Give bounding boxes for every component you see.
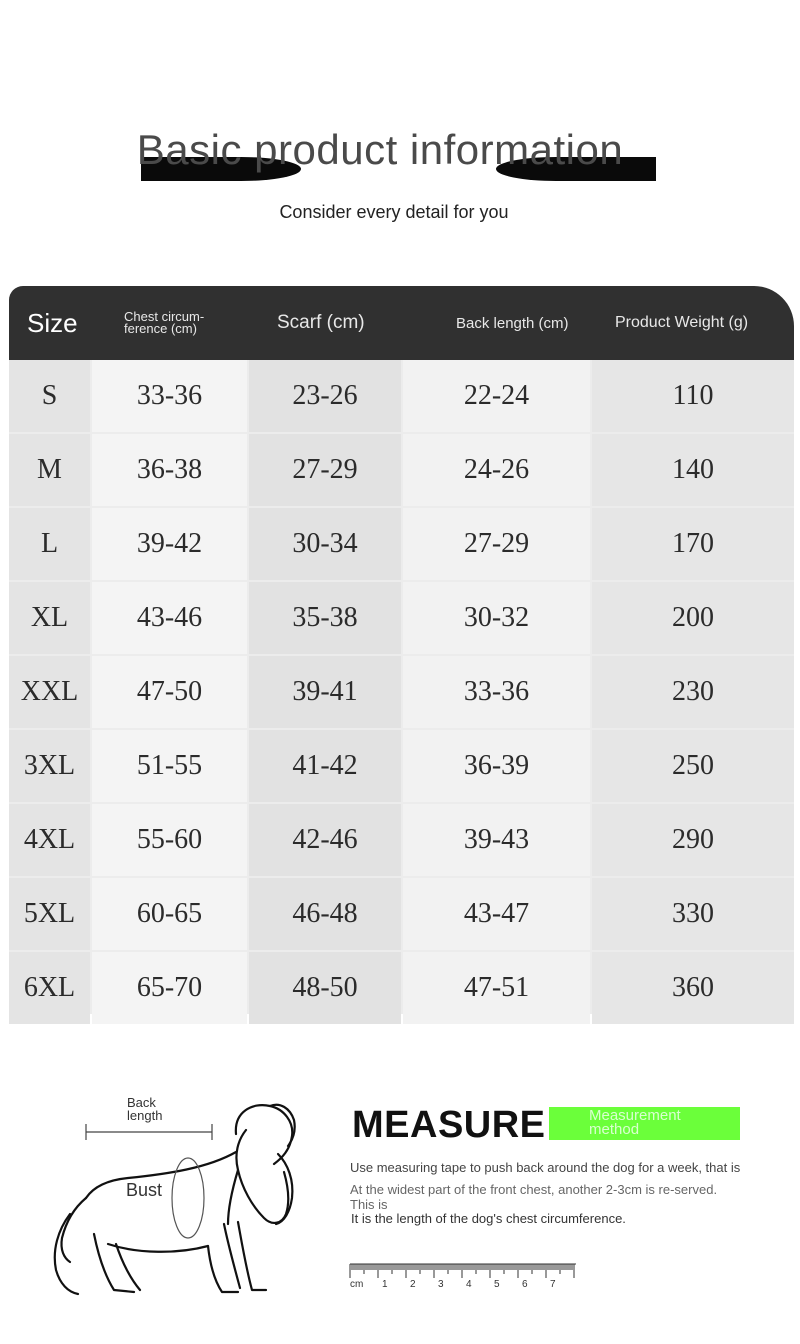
cell-scarf: 39-41 bbox=[249, 656, 401, 728]
header-chest-line2: ference (cm) bbox=[124, 321, 197, 336]
ruler-mark: 5 bbox=[494, 1279, 500, 1290]
cell-size: L bbox=[9, 508, 90, 580]
cell-weight: 110 bbox=[592, 360, 794, 432]
header-chest-line1: Chest circum- bbox=[124, 309, 205, 324]
measure-instruction-1: Use measuring tape to push back around the dog for a week, that is bbox=[350, 1160, 741, 1175]
measure-title: MEASURE bbox=[352, 1104, 546, 1146]
measurement-method-badge bbox=[549, 1107, 740, 1140]
cell-chest: 47-50 bbox=[92, 656, 247, 728]
table-row bbox=[9, 508, 794, 582]
header-size: Size bbox=[27, 307, 78, 338]
cell-chest: 60-65 bbox=[92, 878, 247, 950]
cell-back: 39-43 bbox=[403, 804, 590, 876]
cell-size: XXL bbox=[9, 656, 90, 728]
header-weight: Product Weight (g) bbox=[615, 314, 749, 331]
cell-weight: 170 bbox=[592, 508, 794, 580]
cell-weight: 200 bbox=[592, 582, 794, 654]
cell-scarf: 30-34 bbox=[249, 508, 401, 580]
table-body bbox=[9, 360, 794, 1014]
badge-line1: Measurement bbox=[589, 1107, 681, 1124]
cell-weight: 330 bbox=[592, 878, 794, 950]
ruler-icon bbox=[348, 1260, 580, 1290]
diagram-back-line1: Back bbox=[127, 1095, 156, 1110]
measure-instruction-2: At the widest part of the front chest, another 2-3cm is re-served. This is bbox=[350, 1182, 718, 1212]
cell-chest: 36-38 bbox=[92, 434, 247, 506]
cell-back: 24-26 bbox=[403, 434, 590, 506]
dog-diagram-icon bbox=[38, 1094, 308, 1300]
ruler-mark: 3 bbox=[438, 1279, 444, 1290]
cell-weight: 230 bbox=[592, 656, 794, 728]
table-row bbox=[9, 730, 794, 804]
table-row bbox=[9, 952, 794, 1026]
cell-size: M bbox=[9, 434, 90, 506]
table-row bbox=[9, 360, 794, 434]
ruler-mark: 6 bbox=[522, 1279, 528, 1290]
cell-scarf: 42-46 bbox=[249, 804, 401, 876]
page-subtitle: Consider every detail for you bbox=[279, 202, 509, 222]
ruler-mark: 2 bbox=[410, 1279, 416, 1290]
cell-back: 47-51 bbox=[403, 952, 590, 1024]
cell-size: S bbox=[9, 360, 90, 432]
cell-back: 27-29 bbox=[403, 508, 590, 580]
diagram-back-line2: length bbox=[127, 1108, 163, 1123]
cell-back: 22-24 bbox=[403, 360, 590, 432]
cell-chest: 33-36 bbox=[92, 360, 247, 432]
cell-chest: 39-42 bbox=[92, 508, 247, 580]
diagram-back-length-label bbox=[127, 1096, 162, 1122]
table-header bbox=[9, 286, 794, 360]
cell-size: 4XL bbox=[9, 804, 90, 876]
diagram-bust-label: Bust bbox=[126, 1180, 163, 1200]
table-row bbox=[9, 656, 794, 730]
cell-back: 43-47 bbox=[403, 878, 590, 950]
cell-chest: 55-60 bbox=[92, 804, 247, 876]
cell-weight: 360 bbox=[592, 952, 794, 1024]
ruler-mark: 1 bbox=[382, 1279, 388, 1290]
ruler-mark: 7 bbox=[550, 1279, 556, 1290]
cell-size: 5XL bbox=[9, 878, 90, 950]
cell-scarf: 27-29 bbox=[249, 434, 401, 506]
cell-scarf: 35-38 bbox=[249, 582, 401, 654]
size-chart-table bbox=[9, 286, 794, 1014]
cell-chest: 65-70 bbox=[92, 952, 247, 1024]
cell-back: 30-32 bbox=[403, 582, 590, 654]
cell-size: 3XL bbox=[9, 730, 90, 802]
table-row bbox=[9, 434, 794, 508]
ruler-unit: cm bbox=[350, 1279, 364, 1290]
cell-back: 36-39 bbox=[403, 730, 590, 802]
cell-scarf: 41-42 bbox=[249, 730, 401, 802]
measure-section bbox=[0, 1080, 800, 1344]
cell-scarf: 23-26 bbox=[249, 360, 401, 432]
header-scarf: Scarf (cm) bbox=[277, 312, 365, 333]
page-title: Basic product information bbox=[136, 126, 624, 173]
cell-chest: 43-46 bbox=[92, 582, 247, 654]
cell-weight: 290 bbox=[592, 804, 794, 876]
cell-weight: 140 bbox=[592, 434, 794, 506]
header-chest bbox=[124, 286, 224, 360]
hero-section bbox=[0, 0, 800, 260]
badge-line2: method bbox=[589, 1121, 640, 1138]
table-row bbox=[9, 582, 794, 656]
ruler-mark: 4 bbox=[466, 1279, 472, 1290]
cell-chest: 51-55 bbox=[92, 730, 247, 802]
table-row bbox=[9, 804, 794, 878]
cell-scarf: 48-50 bbox=[249, 952, 401, 1024]
table-row bbox=[9, 878, 794, 952]
measure-instruction-3: It is the length of the dog's chest circumference. bbox=[351, 1211, 626, 1226]
cell-size: 6XL bbox=[9, 952, 90, 1024]
cell-weight: 250 bbox=[592, 730, 794, 802]
cell-size: XL bbox=[9, 582, 90, 654]
header-back-length: Back length (cm) bbox=[456, 314, 569, 332]
cell-scarf: 46-48 bbox=[249, 878, 401, 950]
cell-back: 33-36 bbox=[403, 656, 590, 728]
